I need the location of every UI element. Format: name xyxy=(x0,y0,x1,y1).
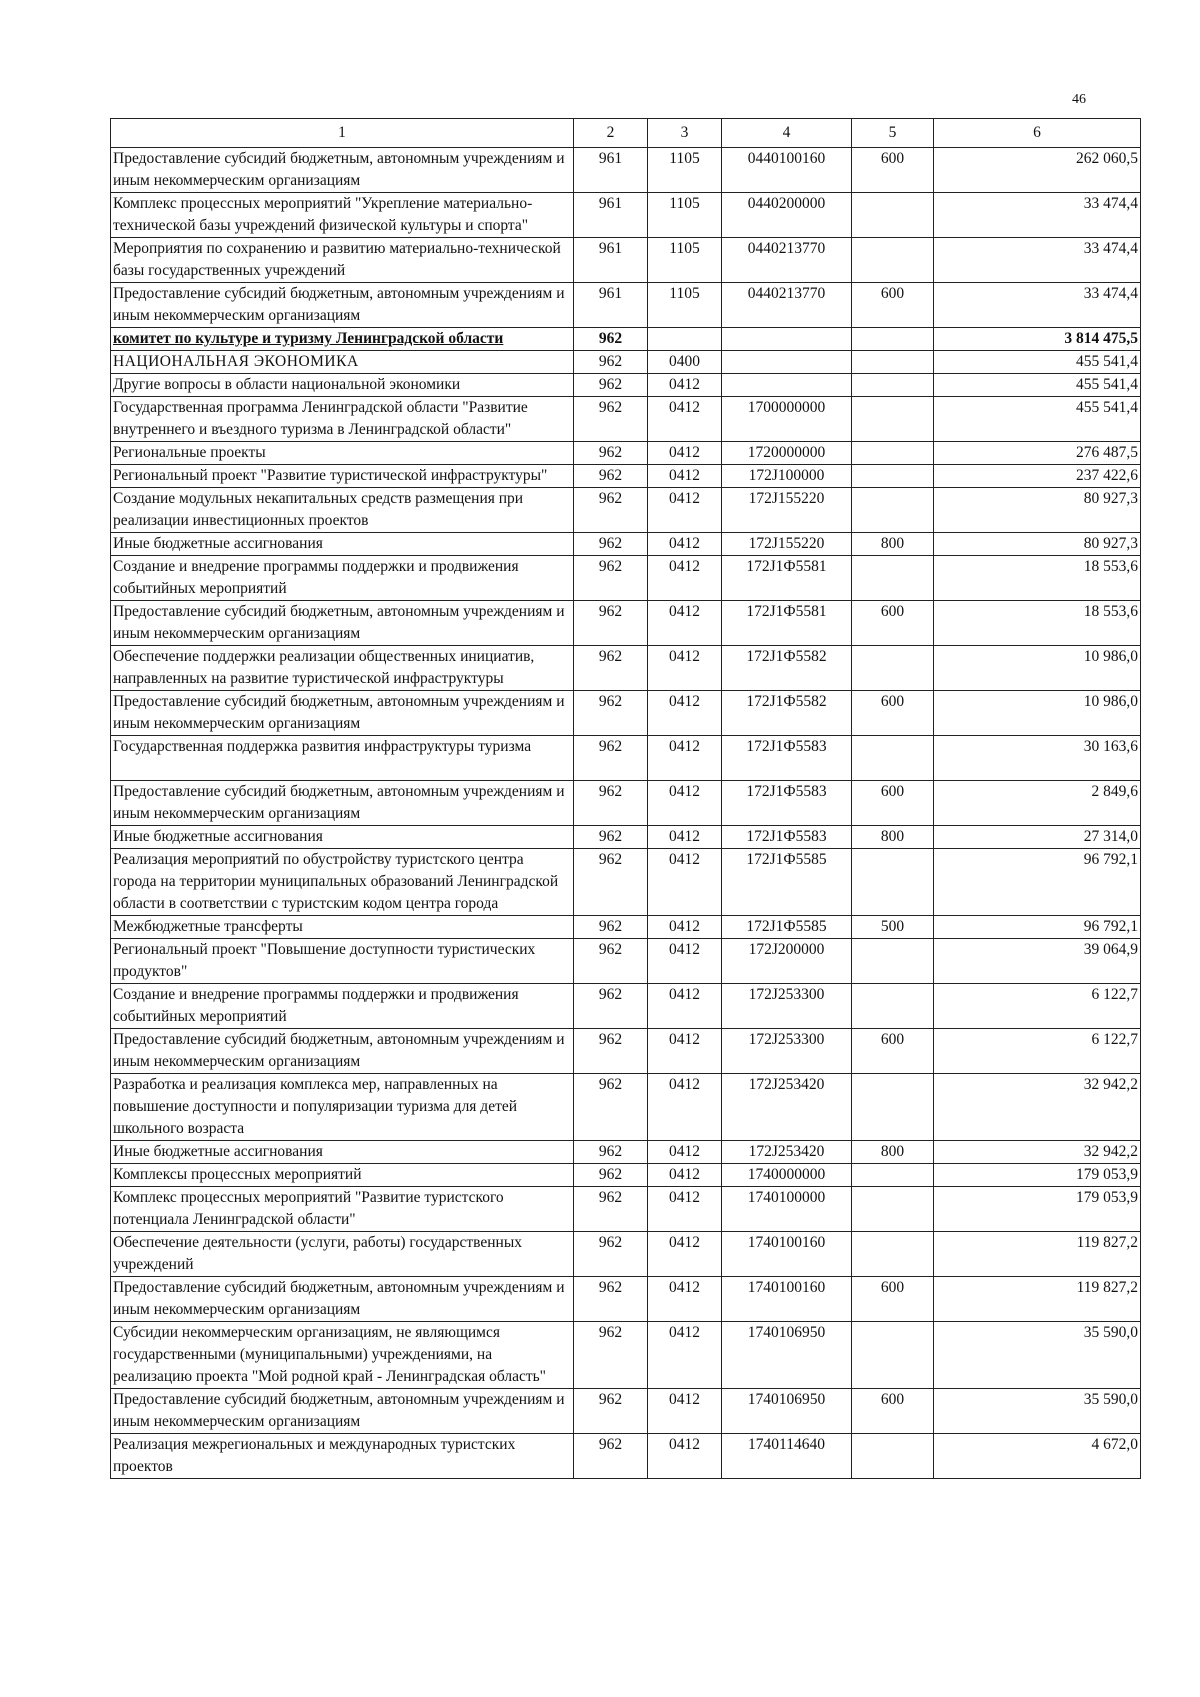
row-description: Обеспечение деятельности (услуги, работы) государственных учреждений xyxy=(111,1232,574,1277)
budget-table xyxy=(110,118,1141,1479)
row-expense-type xyxy=(852,646,934,691)
row-description: Реализация мероприятий по обустройству туристского центра города на территории муниципальных образований Ленинградской области в соответствии с туристским кодом центра города xyxy=(111,849,574,916)
row-ministry-code: 962 xyxy=(574,556,648,601)
row-target-article: 172J253300 xyxy=(722,984,852,1029)
row-description: комитет по культуре и туризму Ленинградской области xyxy=(111,328,574,351)
row-expense-type xyxy=(852,1232,934,1277)
row-amount: 33 474,4 xyxy=(934,193,1141,238)
row-expense-type xyxy=(852,849,934,916)
table-row xyxy=(111,826,1141,849)
row-section-code: 0412 xyxy=(648,374,722,397)
row-expense-type xyxy=(852,397,934,442)
row-expense-type xyxy=(852,328,934,351)
row-amount: 35 590,0 xyxy=(934,1322,1141,1389)
page-number: 46 xyxy=(1072,92,1086,107)
row-amount: 33 474,4 xyxy=(934,283,1141,328)
row-description: Предоставление субсидий бюджетным, автономным учреждениям и иным некоммерческим организациям xyxy=(111,781,574,826)
row-description: Предоставление субсидий бюджетным, автономным учреждениям и иным некоммерческим организациям xyxy=(111,1389,574,1434)
row-ministry-code: 962 xyxy=(574,736,648,781)
row-ministry-code: 962 xyxy=(574,939,648,984)
table-row xyxy=(111,1434,1141,1479)
row-amount: 276 487,5 xyxy=(934,442,1141,465)
row-amount: 237 422,6 xyxy=(934,465,1141,488)
row-section-code: 0412 xyxy=(648,1322,722,1389)
row-description: Иные бюджетные ассигнования xyxy=(111,533,574,556)
row-target-article: 172J1Ф5583 xyxy=(722,736,852,781)
row-description: Комплекс процессных мероприятий "Укрепление материально-технической базы учреждений физической культуры и спорта" xyxy=(111,193,574,238)
row-expense-type xyxy=(852,465,934,488)
row-expense-type xyxy=(852,1164,934,1187)
row-amount: 80 927,3 xyxy=(934,488,1141,533)
row-description: Субсидии некоммерческим организациям, не являющимся государственными (муниципальными) учреждениями, на реализацию проекта "Мой родной край - Ленинградская область" xyxy=(111,1322,574,1389)
row-expense-type: 500 xyxy=(852,916,934,939)
row-expense-type xyxy=(852,442,934,465)
row-description: Комплекс процессных мероприятий "Развитие туристского потенциала Ленинградской области" xyxy=(111,1187,574,1232)
table-row xyxy=(111,193,1141,238)
row-description: Государственная программа Ленинградской области "Развитие внутреннего и въездного туризма в Ленинградской области" xyxy=(111,397,574,442)
table-row xyxy=(111,916,1141,939)
row-expense-type xyxy=(852,193,934,238)
table-row xyxy=(111,533,1141,556)
row-target-article: 172J1Ф5583 xyxy=(722,781,852,826)
row-expense-type: 600 xyxy=(852,1029,934,1074)
table-row xyxy=(111,691,1141,736)
row-expense-type: 800 xyxy=(852,826,934,849)
row-ministry-code: 962 xyxy=(574,351,648,374)
row-section-code: 0412 xyxy=(648,1434,722,1479)
row-expense-type: 600 xyxy=(852,601,934,646)
row-expense-type: 800 xyxy=(852,1141,934,1164)
row-amount: 2 849,6 xyxy=(934,781,1141,826)
row-target-article: 172J253420 xyxy=(722,1141,852,1164)
table-row xyxy=(111,374,1141,397)
row-section-code: 0412 xyxy=(648,1187,722,1232)
row-amount: 27 314,0 xyxy=(934,826,1141,849)
row-expense-type xyxy=(852,238,934,283)
row-description: Государственная поддержка развития инфраструктуры туризма xyxy=(111,736,574,781)
row-amount: 179 053,9 xyxy=(934,1164,1141,1187)
row-amount: 4 672,0 xyxy=(934,1434,1141,1479)
row-target-article: 1700000000 xyxy=(722,397,852,442)
row-target-article: 1740114640 xyxy=(722,1434,852,1479)
row-section-code: 1105 xyxy=(648,283,722,328)
table-row xyxy=(111,488,1141,533)
row-description: Региональный проект "Повышение доступности туристических продуктов" xyxy=(111,939,574,984)
row-expense-type xyxy=(852,1074,934,1141)
row-amount: 32 942,2 xyxy=(934,1141,1141,1164)
table-row xyxy=(111,556,1141,601)
row-amount: 3 814 475,5 xyxy=(934,328,1141,351)
row-target-article: 1740106950 xyxy=(722,1389,852,1434)
row-target-article: 0440100160 xyxy=(722,148,852,193)
row-section-code: 0412 xyxy=(648,1164,722,1187)
row-ministry-code: 962 xyxy=(574,1074,648,1141)
row-expense-type xyxy=(852,736,934,781)
row-section-code: 1105 xyxy=(648,238,722,283)
row-amount: 6 122,7 xyxy=(934,984,1141,1029)
row-amount: 6 122,7 xyxy=(934,1029,1141,1074)
row-target-article: 1740100000 xyxy=(722,1187,852,1232)
table-row xyxy=(111,1277,1141,1322)
row-expense-type: 600 xyxy=(852,283,934,328)
row-ministry-code: 962 xyxy=(574,488,648,533)
table-row xyxy=(111,397,1141,442)
row-section-code: 0412 xyxy=(648,646,722,691)
row-description: НАЦИОНАЛЬНАЯ ЭКОНОМИКА xyxy=(111,351,574,374)
row-ministry-code: 961 xyxy=(574,148,648,193)
table-row xyxy=(111,849,1141,916)
row-description: Иные бюджетные ассигнования xyxy=(111,1141,574,1164)
table-row xyxy=(111,646,1141,691)
table-row xyxy=(111,736,1141,781)
row-target-article: 0440200000 xyxy=(722,193,852,238)
row-description: Межбюджетные трансферты xyxy=(111,916,574,939)
row-description: Разработка и реализация комплекса мер, направленных на повышение доступности и популяризации туризма для детей школьного возраста xyxy=(111,1074,574,1141)
row-target-article: 172J1Ф5581 xyxy=(722,556,852,601)
row-ministry-code: 962 xyxy=(574,849,648,916)
row-description: Иные бюджетные ассигнования xyxy=(111,826,574,849)
row-ministry-code: 962 xyxy=(574,1389,648,1434)
column-header: 5 xyxy=(852,119,934,148)
row-description: Предоставление субсидий бюджетным, автономным учреждениям и иным некоммерческим организациям xyxy=(111,1277,574,1322)
row-description: Предоставление субсидий бюджетным, автономным учреждениям и иным некоммерческим организациям xyxy=(111,283,574,328)
row-amount: 33 474,4 xyxy=(934,238,1141,283)
row-amount: 262 060,5 xyxy=(934,148,1141,193)
row-target-article: 172J100000 xyxy=(722,465,852,488)
row-target-article xyxy=(722,328,852,351)
table-row xyxy=(111,1232,1141,1277)
row-ministry-code: 962 xyxy=(574,601,648,646)
row-description: Другие вопросы в области национальной экономики xyxy=(111,374,574,397)
column-header: 4 xyxy=(722,119,852,148)
row-expense-type xyxy=(852,939,934,984)
row-ministry-code: 962 xyxy=(574,781,648,826)
row-section-code: 1105 xyxy=(648,193,722,238)
row-target-article: 0440213770 xyxy=(722,238,852,283)
row-amount: 35 590,0 xyxy=(934,1389,1141,1434)
row-ministry-code: 962 xyxy=(574,1232,648,1277)
row-section-code: 0412 xyxy=(648,1232,722,1277)
row-section-code: 0412 xyxy=(648,533,722,556)
row-amount: 119 827,2 xyxy=(934,1232,1141,1277)
row-ministry-code: 962 xyxy=(574,691,648,736)
row-target-article: 172J200000 xyxy=(722,939,852,984)
column-header: 1 xyxy=(111,119,574,148)
row-section-code: 0412 xyxy=(648,556,722,601)
row-ministry-code: 962 xyxy=(574,1322,648,1389)
column-header: 2 xyxy=(574,119,648,148)
table-row xyxy=(111,283,1141,328)
table-header-row xyxy=(111,119,1141,148)
row-ministry-code: 962 xyxy=(574,465,648,488)
row-section-code: 0412 xyxy=(648,691,722,736)
row-section-code: 0412 xyxy=(648,1074,722,1141)
table-row xyxy=(111,1029,1141,1074)
row-ministry-code: 962 xyxy=(574,1277,648,1322)
row-description: Предоставление субсидий бюджетным, автономным учреждениям и иным некоммерческим организациям xyxy=(111,148,574,193)
row-target-article: 172J1Ф5585 xyxy=(722,849,852,916)
row-amount: 18 553,6 xyxy=(934,556,1141,601)
column-header: 3 xyxy=(648,119,722,148)
row-amount: 455 541,4 xyxy=(934,374,1141,397)
row-target-article xyxy=(722,351,852,374)
row-amount: 119 827,2 xyxy=(934,1277,1141,1322)
row-expense-type xyxy=(852,984,934,1029)
row-amount: 96 792,1 xyxy=(934,916,1141,939)
table-row xyxy=(111,1389,1141,1434)
row-expense-type xyxy=(852,351,934,374)
table-row xyxy=(111,1141,1141,1164)
row-expense-type: 600 xyxy=(852,148,934,193)
row-section-code: 0412 xyxy=(648,984,722,1029)
table-row xyxy=(111,238,1141,283)
row-ministry-code: 962 xyxy=(574,826,648,849)
row-ministry-code: 961 xyxy=(574,283,648,328)
row-expense-type: 600 xyxy=(852,1389,934,1434)
row-ministry-code: 962 xyxy=(574,442,648,465)
row-expense-type: 600 xyxy=(852,691,934,736)
table-row xyxy=(111,1322,1141,1389)
row-expense-type: 600 xyxy=(852,1277,934,1322)
row-amount: 10 986,0 xyxy=(934,646,1141,691)
row-description: Создание и внедрение программы поддержки и продвижения событийных мероприятий xyxy=(111,556,574,601)
row-description: Создание модульных некапитальных средств размещения при реализации инвестиционных проектов xyxy=(111,488,574,533)
row-section-code: 0412 xyxy=(648,826,722,849)
row-target-article: 1740100160 xyxy=(722,1232,852,1277)
row-ministry-code: 962 xyxy=(574,916,648,939)
table-row xyxy=(111,465,1141,488)
row-target-article: 1740100160 xyxy=(722,1277,852,1322)
row-amount: 455 541,4 xyxy=(934,397,1141,442)
row-ministry-code: 962 xyxy=(574,397,648,442)
row-ministry-code: 962 xyxy=(574,533,648,556)
row-section-code: 0412 xyxy=(648,488,722,533)
row-target-article: 172J1Ф5582 xyxy=(722,646,852,691)
row-expense-type xyxy=(852,556,934,601)
row-target-article: 172J1Ф5585 xyxy=(722,916,852,939)
row-target-article: 172J253420 xyxy=(722,1074,852,1141)
row-expense-type xyxy=(852,374,934,397)
row-section-code: 0412 xyxy=(648,849,722,916)
row-target-article: 0440213770 xyxy=(722,283,852,328)
row-amount: 179 053,9 xyxy=(934,1187,1141,1232)
column-header: 6 xyxy=(934,119,1141,148)
row-ministry-code: 961 xyxy=(574,238,648,283)
row-section-code: 0412 xyxy=(648,1277,722,1322)
row-expense-type xyxy=(852,1434,934,1479)
table-row xyxy=(111,328,1141,351)
table-row xyxy=(111,1074,1141,1141)
row-ministry-code: 962 xyxy=(574,1164,648,1187)
row-target-article: 1720000000 xyxy=(722,442,852,465)
row-section-code: 1105 xyxy=(648,148,722,193)
row-ministry-code: 962 xyxy=(574,1141,648,1164)
row-amount: 39 064,9 xyxy=(934,939,1141,984)
row-section-code: 0400 xyxy=(648,351,722,374)
table-row xyxy=(111,148,1141,193)
row-section-code: 0412 xyxy=(648,939,722,984)
row-section-code: 0412 xyxy=(648,916,722,939)
row-target-article: 172J155220 xyxy=(722,488,852,533)
row-ministry-code: 962 xyxy=(574,984,648,1029)
row-section-code: 0412 xyxy=(648,1389,722,1434)
row-target-article xyxy=(722,374,852,397)
row-ministry-code: 962 xyxy=(574,1187,648,1232)
row-amount: 96 792,1 xyxy=(934,849,1141,916)
row-ministry-code: 962 xyxy=(574,1029,648,1074)
row-ministry-code: 961 xyxy=(574,193,648,238)
table-row xyxy=(111,1164,1141,1187)
row-section-code: 0412 xyxy=(648,601,722,646)
row-target-article: 1740000000 xyxy=(722,1164,852,1187)
table-row xyxy=(111,442,1141,465)
row-ministry-code: 962 xyxy=(574,328,648,351)
row-target-article: 172J1Ф5581 xyxy=(722,601,852,646)
row-expense-type: 800 xyxy=(852,533,934,556)
row-amount: 32 942,2 xyxy=(934,1074,1141,1141)
table-row xyxy=(111,939,1141,984)
table-row xyxy=(111,1187,1141,1232)
table-row xyxy=(111,601,1141,646)
row-description: Мероприятия по сохранению и развитию материально-технической базы государственных учреждений xyxy=(111,238,574,283)
table-row xyxy=(111,351,1141,374)
row-section-code xyxy=(648,328,722,351)
row-description: Реализация межрегиональных и международных туристских проектов xyxy=(111,1434,574,1479)
row-ministry-code: 962 xyxy=(574,1434,648,1479)
row-amount: 10 986,0 xyxy=(934,691,1141,736)
row-amount: 18 553,6 xyxy=(934,601,1141,646)
row-description: Комплексы процессных мероприятий xyxy=(111,1164,574,1187)
row-section-code: 0412 xyxy=(648,1029,722,1074)
row-expense-type: 600 xyxy=(852,781,934,826)
row-section-code: 0412 xyxy=(648,1141,722,1164)
row-section-code: 0412 xyxy=(648,781,722,826)
row-description: Предоставление субсидий бюджетным, автономным учреждениям и иным некоммерческим организациям xyxy=(111,601,574,646)
row-target-article: 172J253300 xyxy=(722,1029,852,1074)
row-description: Создание и внедрение программы поддержки и продвижения событийных мероприятий xyxy=(111,984,574,1029)
row-section-code: 0412 xyxy=(648,397,722,442)
row-section-code: 0412 xyxy=(648,442,722,465)
row-amount: 455 541,4 xyxy=(934,351,1141,374)
row-description: Предоставление субсидий бюджетным, автономным учреждениям и иным некоммерческим организациям xyxy=(111,691,574,736)
row-target-article: 172J1Ф5583 xyxy=(722,826,852,849)
table-row xyxy=(111,984,1141,1029)
row-section-code: 0412 xyxy=(648,465,722,488)
row-ministry-code: 962 xyxy=(574,646,648,691)
row-description: Региональный проект "Развитие туристической инфраструктуры" xyxy=(111,465,574,488)
row-ministry-code: 962 xyxy=(574,374,648,397)
table-row xyxy=(111,781,1141,826)
row-amount: 30 163,6 xyxy=(934,736,1141,781)
row-description: Обеспечение поддержки реализации общественных инициатив, направленных на развитие туристической инфраструктуры xyxy=(111,646,574,691)
row-amount: 80 927,3 xyxy=(934,533,1141,556)
row-section-code: 0412 xyxy=(648,736,722,781)
row-expense-type xyxy=(852,488,934,533)
row-target-article: 172J1Ф5582 xyxy=(722,691,852,736)
row-expense-type xyxy=(852,1187,934,1232)
row-target-article: 1740106950 xyxy=(722,1322,852,1389)
table-body xyxy=(111,148,1141,1479)
row-description: Предоставление субсидий бюджетным, автономным учреждениям и иным некоммерческим организациям xyxy=(111,1029,574,1074)
row-target-article: 172J155220 xyxy=(722,533,852,556)
row-description: Региональные проекты xyxy=(111,442,574,465)
row-expense-type xyxy=(852,1322,934,1389)
